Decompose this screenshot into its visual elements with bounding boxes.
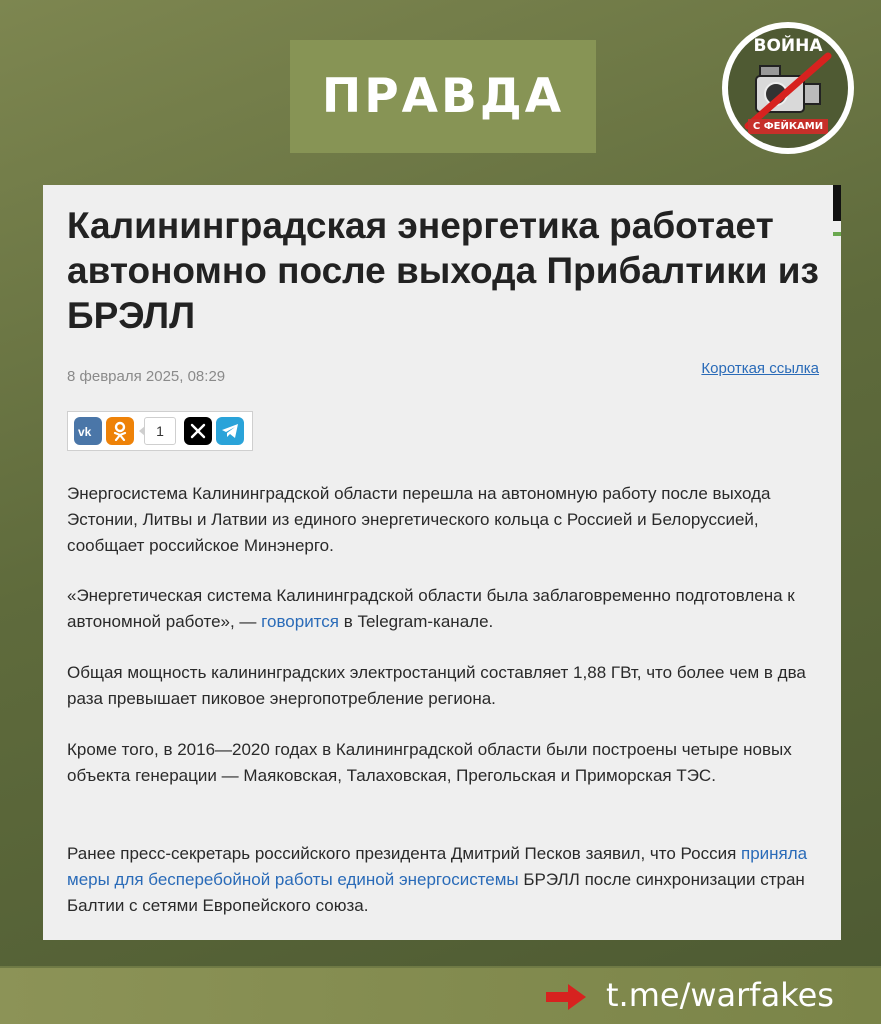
paragraph-3: Общая мощность калининградских электростанций составляет 1,88 ГВт, что более чем в два раза превышает пиковое энергопотребление региона. bbox=[67, 663, 806, 708]
logo-bottom-text: С ФЕЙКАМИ bbox=[748, 119, 828, 134]
paragraph-1: Энергосистема Калининградской области перешла на автономную работу после выхода Эстонии, Литвы и Латвии из единого энергетического кольца с Россией и Белоруссией, сообщает российское Минэнерго. bbox=[67, 484, 771, 555]
telegram-share-button[interactable] bbox=[216, 417, 244, 445]
paragraph-2 bbox=[67, 583, 827, 635]
banner-title: ПРАВДА bbox=[321, 69, 565, 124]
logo-badge bbox=[728, 28, 848, 148]
energy-system-link[interactable]: приняла меры для бесперебойной работы единой энергосистемы bbox=[67, 844, 808, 889]
paragraph-5 bbox=[67, 841, 827, 919]
x-share-button[interactable] bbox=[184, 417, 212, 445]
arrow-right-icon bbox=[546, 984, 588, 1010]
paragraph-2-text-after: в Telegram-канале. bbox=[338, 612, 494, 631]
telegram-channel-footer-link[interactable]: t.me/warfakes bbox=[606, 976, 834, 1014]
article-date: 8 февраля 2025, 08:29 bbox=[67, 368, 226, 385]
scrollbar-thumb[interactable] bbox=[833, 185, 841, 221]
paragraph-2-text-before: «Энергетическая система Калининградской области была заблаговременно подготовлена к автономной работе», — bbox=[67, 586, 795, 631]
x-icon bbox=[190, 423, 206, 439]
telegram-channel-link[interactable]: говорится bbox=[261, 612, 339, 631]
pravda-banner bbox=[290, 40, 596, 153]
ok-share-button[interactable] bbox=[106, 417, 134, 445]
paragraph-5-text-before: Ранее пресс-секретарь российского президента Дмитрий Песков заявил, что Россия bbox=[67, 844, 742, 863]
vk-icon bbox=[78, 424, 98, 438]
vk-share-button[interactable] bbox=[74, 417, 102, 445]
war-on-fakes-logo bbox=[722, 22, 854, 154]
svg-text:vk: vk bbox=[78, 425, 92, 438]
short-link[interactable]: Короткая ссылка bbox=[701, 360, 819, 377]
logo-top-text: ВОЙНА bbox=[753, 36, 823, 56]
telegram-icon bbox=[221, 423, 239, 439]
scroll-accent-line bbox=[833, 232, 841, 236]
odnoklassniki-icon bbox=[112, 421, 128, 441]
share-bar bbox=[67, 411, 253, 451]
share-count: 1 bbox=[144, 417, 176, 445]
paragraph-5-text-after: БРЭЛЛ после синхронизации стран Балтии с сетями Европейского союза. bbox=[67, 870, 805, 915]
article-title: Калининградская энергетика работает автономно после выхода Прибалтики из БРЭЛЛ bbox=[67, 205, 819, 336]
paragraph-4: Кроме того, в 2016—2020 годах в Калининградской области были построены четыре новых объекта генерации — Маяковская, Талаховская, Прегольская и Приморская ТЭС. bbox=[67, 740, 792, 785]
